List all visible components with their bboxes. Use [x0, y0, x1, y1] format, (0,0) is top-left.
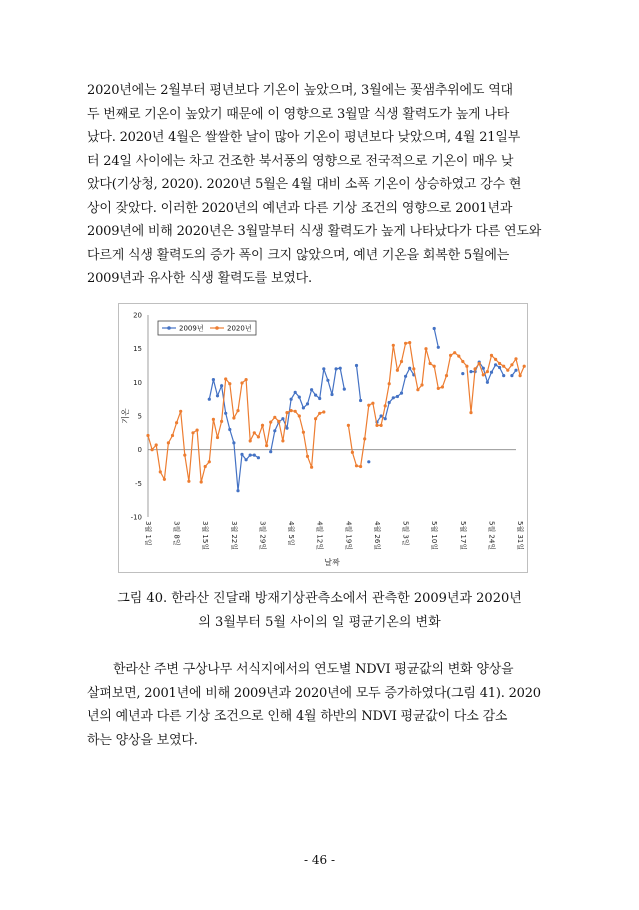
y-tick-label: -10 [130, 513, 142, 522]
data-point [400, 392, 403, 395]
x-tick-label: 3월 29일 [258, 521, 267, 551]
text-line: 한라산 주변 구상나무 서식지에서의 연도별 NDVI 평균값의 변화 양상을 [113, 662, 514, 677]
data-point [351, 451, 354, 454]
data-point [339, 367, 342, 370]
y-tick-label: 20 [133, 311, 142, 320]
data-point [498, 362, 501, 365]
data-point [257, 435, 260, 438]
y-tick-label: 5 [137, 412, 142, 421]
data-point [494, 363, 497, 366]
body-paragraph-2 [87, 658, 561, 752]
data-point [359, 399, 362, 402]
x-tick-label: 5월 31일 [516, 521, 525, 551]
data-point [171, 434, 174, 437]
data-point [273, 429, 276, 432]
legend-label: 2009년 [179, 324, 204, 333]
data-point [400, 360, 403, 363]
data-point [437, 346, 440, 349]
data-point [163, 478, 166, 481]
data-point [355, 464, 358, 467]
data-point [416, 388, 419, 391]
data-point [433, 327, 436, 330]
data-point [396, 395, 399, 398]
data-point [375, 424, 378, 427]
data-point [330, 393, 333, 396]
data-point [183, 454, 186, 457]
data-point [249, 454, 252, 457]
data-point [404, 342, 407, 345]
data-point [506, 369, 509, 372]
chart-canvas [118, 303, 528, 573]
data-point [380, 424, 383, 427]
data-point [523, 365, 526, 368]
x-tick-label: 4월 12일 [315, 521, 324, 551]
data-point [159, 470, 162, 473]
data-point [187, 480, 190, 483]
data-point [232, 441, 235, 444]
data-point [380, 414, 383, 417]
x-tick-label: 5월 3일 [401, 521, 410, 546]
data-point [392, 344, 395, 347]
data-point [281, 417, 284, 420]
x-axis-title: 날짜 [324, 558, 340, 567]
data-point [302, 431, 305, 434]
data-point [498, 366, 501, 369]
text-line: 났다. 2020년 4월은 쌀쌀한 날이 많아 기온이 평년보다 낮았으며, 4월 21일부 [87, 130, 521, 145]
data-point [240, 381, 243, 384]
data-point [155, 443, 158, 446]
data-point [290, 409, 293, 412]
data-point [253, 431, 256, 434]
data-point [469, 411, 472, 414]
data-point [494, 358, 497, 361]
data-point [228, 382, 231, 385]
data-point [298, 414, 301, 417]
text-line: 2009년에 비해 2020년은 3월말부터 식생 활력도가 높게 나타났다가 다른 연도와 [87, 224, 542, 239]
data-point [384, 417, 387, 420]
data-point [151, 448, 154, 451]
data-point [240, 453, 243, 456]
data-point [146, 434, 149, 437]
data-point [204, 465, 207, 468]
data-point [314, 394, 317, 397]
data-point [486, 370, 489, 373]
body-paragraph-1 [87, 79, 561, 291]
data-point [486, 381, 489, 384]
data-point [245, 378, 248, 381]
data-point [519, 374, 522, 377]
data-point [408, 367, 411, 370]
data-point [208, 460, 211, 463]
x-tick-label: 4월 5일 [287, 521, 296, 546]
data-point [461, 372, 464, 375]
data-point [191, 431, 194, 434]
data-point [285, 427, 288, 430]
data-point [281, 439, 284, 442]
data-point [322, 367, 325, 370]
data-point [175, 421, 178, 424]
data-point [465, 365, 468, 368]
data-point [294, 391, 297, 394]
data-point [224, 377, 227, 380]
data-point [355, 364, 358, 367]
data-point [510, 363, 513, 366]
data-point [502, 374, 505, 377]
data-point [392, 396, 395, 399]
data-point [437, 387, 440, 390]
data-point [388, 401, 391, 404]
data-point [478, 362, 481, 365]
data-point [514, 369, 517, 372]
y-axis-title: 기온 [121, 408, 130, 424]
data-point [306, 455, 309, 458]
data-point [424, 347, 427, 350]
data-point [433, 365, 436, 368]
data-point [294, 410, 297, 413]
data-point [461, 360, 464, 363]
data-point [371, 402, 374, 405]
text-line: 2020년에는 2월부터 평년보다 기온이 높았으며, 3월에는 꽃샘추위에도 역대 [87, 83, 513, 98]
legend-swatch-marker [167, 326, 171, 330]
caption-line-2: 의 3월부터 5월 사이의 일 평균기온의 변화 [198, 615, 441, 630]
data-point [502, 365, 505, 368]
data-point [285, 411, 288, 414]
data-point [232, 416, 235, 419]
data-point [212, 418, 215, 421]
text-line: 두 번째로 기온이 높았기 때문에 이 영향으로 3월말 식생 활력도가 높게 나타 [87, 106, 510, 122]
data-point [474, 367, 477, 370]
legend-label: 2020년 [227, 324, 252, 333]
temperature-chart [118, 303, 528, 573]
data-point [322, 410, 325, 413]
data-point [359, 465, 362, 468]
data-point [335, 367, 338, 370]
data-point [367, 404, 370, 407]
data-point [179, 410, 182, 413]
data-point [441, 385, 444, 388]
x-tick-label: 5월 10일 [430, 521, 439, 551]
data-point [224, 412, 227, 415]
data-point [261, 424, 264, 427]
data-point [253, 454, 256, 457]
data-point [347, 424, 350, 427]
text-line: 살펴보면, 2001년에 비해 2009년과 2020년에 모두 증가하였다(그림 41). 2020 [87, 685, 541, 701]
data-point [277, 420, 280, 423]
data-point [265, 444, 268, 447]
data-point [429, 362, 432, 365]
data-point [412, 367, 415, 370]
data-point [420, 383, 423, 386]
data-point [363, 437, 366, 440]
text-line: 상이 잦았다. 이러한 2020년의 예년과 다른 기상 조건의 영향으로 2001년과 [87, 200, 513, 216]
data-point [343, 388, 346, 391]
data-point [298, 396, 301, 399]
text-line: 터 24일 사이에는 차고 건조한 북서풍의 영향으로 전국적으로 기온이 매우 낮 [87, 153, 514, 169]
data-point [388, 382, 391, 385]
data-point [269, 421, 272, 424]
data-point [228, 428, 231, 431]
x-tick-label: 3월 22일 [229, 521, 238, 551]
y-tick-label: -5 [135, 479, 142, 488]
data-point [469, 370, 472, 373]
x-tick-label: 5월 24일 [487, 521, 496, 551]
text-line: 년의 예년과 다른 기상 조건으로 인해 4월 하반의 NDVI 평균값이 다소 감소 [87, 709, 508, 724]
data-point [273, 416, 276, 419]
data-point [236, 489, 239, 492]
data-point [318, 412, 321, 415]
data-point [220, 384, 223, 387]
data-point [196, 429, 199, 432]
legend-swatch-marker [215, 326, 219, 330]
data-point [310, 466, 313, 469]
data-point [306, 402, 309, 405]
caption-line-1: 그림 40. 한라산 진달래 방재기상관측소에서 관측한 2009년과 2020년 [117, 591, 522, 606]
x-tick-label: 3월 15일 [201, 521, 210, 551]
data-point [384, 404, 387, 407]
data-point [302, 406, 305, 409]
x-tick-label: 4월 19일 [344, 521, 353, 551]
data-point [404, 375, 407, 378]
text-line: 하는 양상을 보였다. [87, 732, 198, 748]
data-point [482, 373, 485, 376]
chart-svg [118, 303, 528, 573]
data-point [220, 420, 223, 423]
data-point [216, 394, 219, 397]
x-tick-label: 3월 1일 [144, 521, 152, 546]
data-point [200, 480, 203, 483]
data-point [269, 450, 272, 453]
data-point [457, 355, 460, 358]
data-point [449, 354, 452, 357]
x-tick-label: 3월 8일 [172, 521, 181, 546]
data-point [236, 409, 239, 412]
data-point [396, 369, 399, 372]
data-point [314, 417, 317, 420]
data-point [212, 378, 215, 381]
x-tick-label: 4월 26일 [372, 521, 381, 551]
page-number: - 46 - [303, 853, 335, 867]
y-tick-label: 15 [133, 345, 142, 354]
data-point [453, 351, 456, 354]
data-point [445, 374, 448, 377]
figure-caption [0, 587, 639, 635]
data-point [408, 341, 411, 344]
text-line: 2009년과 유사한 식생 활력도를 보였다. [87, 271, 312, 286]
data-point [249, 439, 252, 442]
data-point [310, 388, 313, 391]
y-tick-label: 0 [137, 446, 142, 455]
text-line: 다르게 식생 활력도의 증가 폭이 크지 않았으며, 예년 기온을 회복한 5월에는 [87, 247, 510, 263]
data-point [245, 458, 248, 461]
data-point [167, 441, 170, 444]
data-point [257, 456, 260, 459]
data-point [490, 371, 493, 374]
data-point [514, 357, 517, 360]
data-point [482, 367, 485, 370]
data-point [216, 436, 219, 439]
data-point [326, 379, 329, 382]
data-point [290, 398, 293, 401]
data-point [318, 397, 321, 400]
data-point [208, 398, 211, 401]
x-tick-label: 5월 17일 [458, 521, 467, 551]
data-point [367, 460, 370, 463]
y-tick-label: 10 [133, 378, 142, 387]
text-line: 았다(기상청, 2020). 2020년 5월은 4월 대비 소폭 기온이 상승하였고 강수 현 [87, 177, 522, 192]
data-point [490, 354, 493, 357]
data-point [510, 374, 513, 377]
